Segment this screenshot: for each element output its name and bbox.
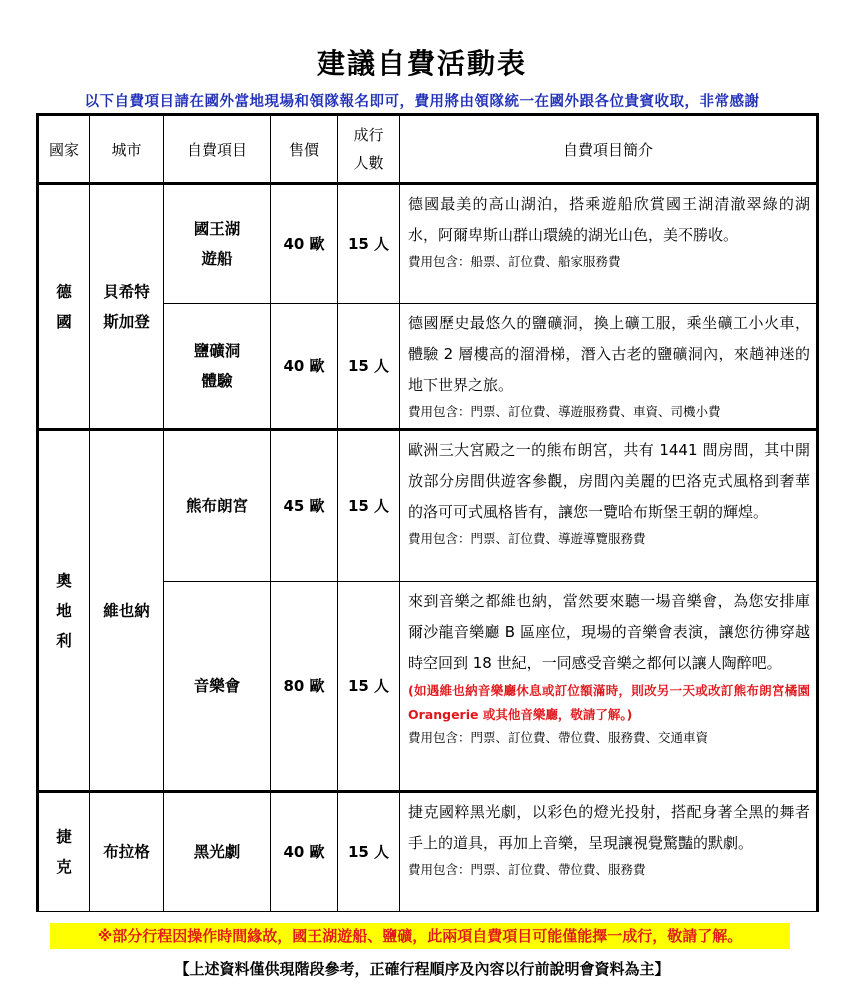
country-cell: 奧地利 — [38, 430, 90, 792]
country-cell: 德國 — [38, 184, 90, 430]
item-price: 80 歐 — [271, 582, 338, 792]
table-row — [38, 184, 818, 304]
item-desc-cell — [400, 792, 818, 912]
table-header-row — [38, 115, 818, 184]
item-price: 40 歐 — [271, 792, 338, 912]
activity-table — [36, 113, 819, 912]
table-row — [38, 792, 818, 912]
item-name: 熊布朗宮 — [164, 430, 271, 582]
item-fee: 費用包含：船票、訂位費、船家服務費 — [408, 254, 621, 269]
item-desc: 德國最美的高山湖泊，搭乘遊船欣賞國王湖清澈翠綠的湖水，阿爾卑斯山群山環繞的湖光山色，美不勝收。 — [408, 195, 810, 244]
item-fee: 費用包含：門票、訂位費、導遊導覽服務費 — [408, 531, 646, 546]
header-min-people: 成行人數 — [338, 115, 400, 184]
header-price: 售價 — [271, 115, 338, 184]
item-price: 40 歐 — [271, 304, 338, 430]
item-desc: 德國歷史最悠久的鹽礦洞，換上礦工服，乘坐礦工小火車，體驗 2 層樓高的溜滑梯，潛入古老的鹽礦洞內，來趟神迷的地下世界之旅。 — [408, 314, 810, 394]
item-price: 40 歐 — [271, 184, 338, 304]
item-desc: 來到音樂之都維也納，當然要來聽一場音樂會，為您安排庫爾沙龍音樂廳 B 區座位，現場的音樂會表演，讓您彷彿穿越時空回到 18 世紀，一同感受音樂之都何以讓人陶醉吧。 — [408, 592, 810, 672]
item-desc: 捷克國粹黑光劇，以彩色的燈光投射，搭配身著全黑的舞者手上的道具，再加上音樂，呈現讓視覺驚豔的默劇。 — [408, 803, 810, 852]
item-people: 15 人 — [338, 430, 400, 582]
item-desc-cell — [400, 582, 818, 792]
item-fee: 費用包含：門票、訂位費、導遊服務費、車資、司機小費 — [408, 404, 721, 419]
table-row — [38, 430, 818, 582]
item-desc-cell — [400, 184, 818, 304]
item-fee: 費用包含：門票、訂位費、帶位費、服務費、交通車資 — [408, 730, 709, 745]
item-desc-cell — [400, 430, 818, 582]
page-subtitle: 以下自費項目請在國外當地現場和領隊報名即可，費用將由領隊統一在國外跟各位貴賓收取，非常感謝 — [84, 94, 760, 110]
item-people: 15 人 — [338, 582, 400, 792]
footer-note: 【上述資料僅供現階段參考，正確行程順序及內容以行前說明會資料為主】 — [174, 960, 670, 978]
item-people: 15 人 — [338, 184, 400, 304]
city-cell: 布拉格 — [90, 792, 164, 912]
item-desc-cell — [400, 304, 818, 430]
header-desc: 自費項目簡介 — [400, 115, 818, 184]
city-cell: 貝希特斯加登 — [90, 184, 164, 430]
item-name: 音樂會 — [164, 582, 271, 792]
item-price: 45 歐 — [271, 430, 338, 582]
warning-banner: ※部分行程因操作時間緣故，國王湖遊船、鹽礦，此兩項自費項目可能僅能擇一成行，敬請了解。 — [50, 923, 790, 949]
item-fee: 費用包含：門票、訂位費、帶位費、服務費 — [408, 862, 646, 877]
header-country: 國家 — [38, 115, 90, 184]
item-name: 國王湖遊船 — [164, 184, 271, 304]
item-note: (如遇維也納音樂廳休息或訂位額滿時，則改另一天或改訂熊布朗宮橘園 Orangerie 或其他音樂廳，敬請了解。) — [408, 683, 810, 722]
item-people: 15 人 — [338, 304, 400, 430]
item-desc: 歐洲三大宮殿之一的熊布朗宮，共有 1441 間房間，其中開放部分房間供遊客參觀，房間內美麗的巴洛克式風格到奢華的洛可可式風格皆有，讓您一覽哈布斯堡王朝的輝煌。 — [408, 441, 810, 521]
item-people: 15 人 — [338, 792, 400, 912]
header-item: 自費項目 — [164, 115, 271, 184]
item-name: 黑光劇 — [164, 792, 271, 912]
item-name: 鹽礦洞體驗 — [164, 304, 271, 430]
header-city: 城市 — [90, 115, 164, 184]
country-cell: 捷克 — [38, 792, 90, 912]
page-title: 建議自費活動表 — [316, 47, 527, 80]
city-cell: 維也納 — [90, 430, 164, 792]
